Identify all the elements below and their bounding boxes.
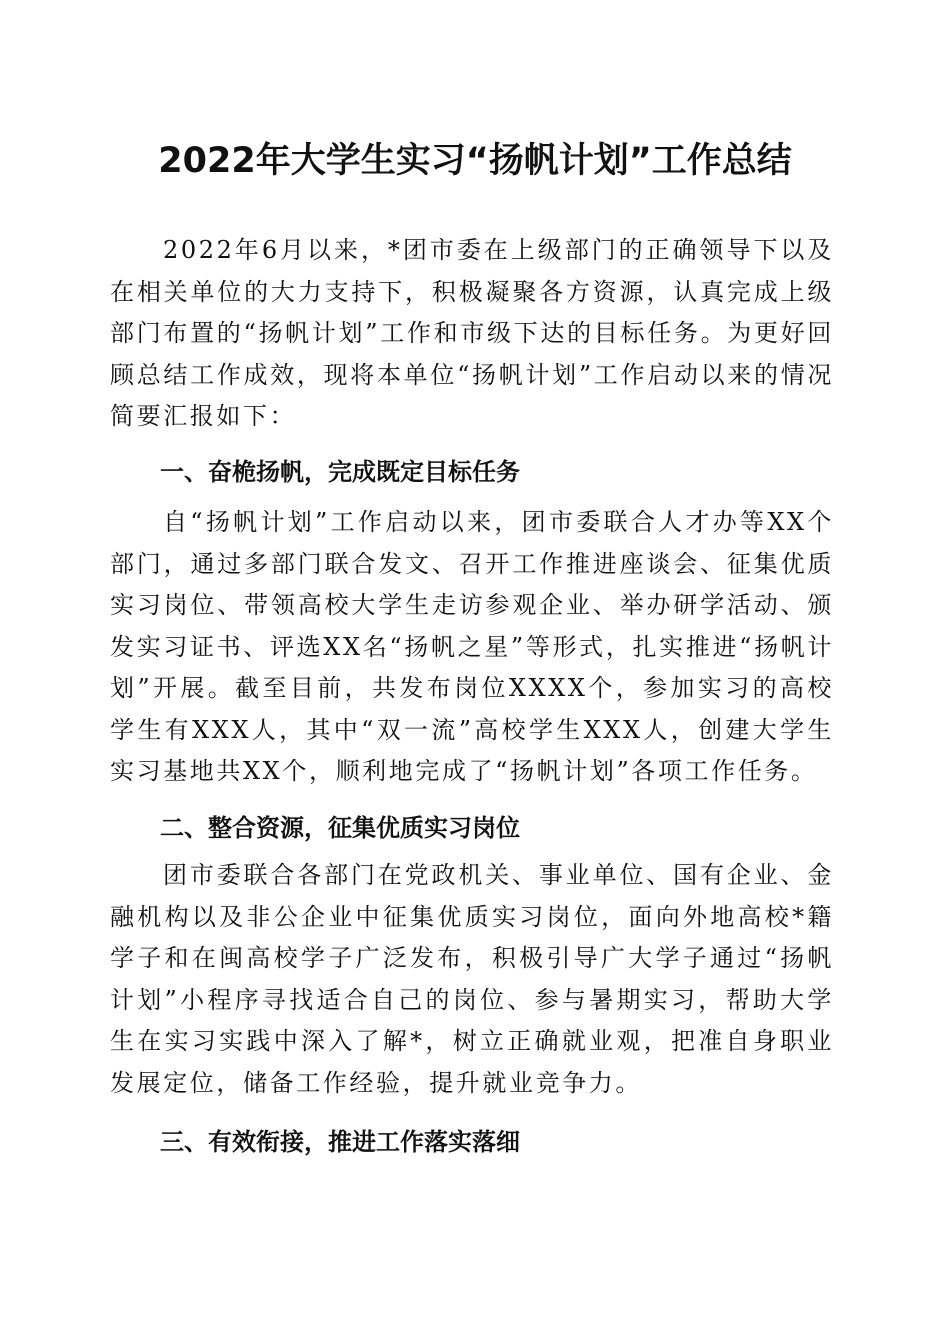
section-1-body: 自“扬帆计划”工作启动以来，团市委联合人才办等XX个部门，通过多部门联合发文、召开工作推进座谈会、征集优质实习岗位、带领高校大学生走访参观企业、举办研学活动、颁发实习证书、评选XX名“扬帆之星”等形式，扎实推进“扬帆计划”开展。截至目前，共发布岗位XXXX个，参加实习的高校学生有XXX人，其中“双一流”高校学生XXX人，创建大学生实习基地共XX个，顺利地完成了“扬帆计划”各项工作任务。 <box>110 508 834 785</box>
section-1-heading: 一、奋桅扬帆，完成既定目标任务 <box>160 458 520 486</box>
section-3-heading: 三、有效衔接，推进工作落实落细 <box>160 1128 520 1156</box>
section-2-heading: 二、整合资源，征集优质实习岗位 <box>160 814 520 842</box>
section-2-body: 团市委联合各部门在党政机关、事业单位、国有企业、金融机构以及非公企业中征集优质实习岗位，面向外地高校*籍学子和在闽高校学子广泛发布，积极引导广大学子通过“扬帆计划”小程序寻找适合自己的岗位、参与暑期实习，帮助大学生在实习实践中深入了解*，树立正确就业观，把准自身职业发展定位，储备工作经验，提升就业竞争力。 <box>110 861 834 1097</box>
intro-paragraph: 2022年6月以来，*团市委在上级部门的正确领导下以及在相关单位的大力支持下，积极凝聚各方资源，认真完成上级部门布置的“扬帆计划”工作和市级下达的目标任务。为更好回顾总结工作成效，现将本单位“扬帆计划”工作启动以来的情况简要汇报如下： <box>110 236 834 430</box>
document-title: 2022年大学生实习“扬帆计划”工作总结 <box>158 141 792 181</box>
